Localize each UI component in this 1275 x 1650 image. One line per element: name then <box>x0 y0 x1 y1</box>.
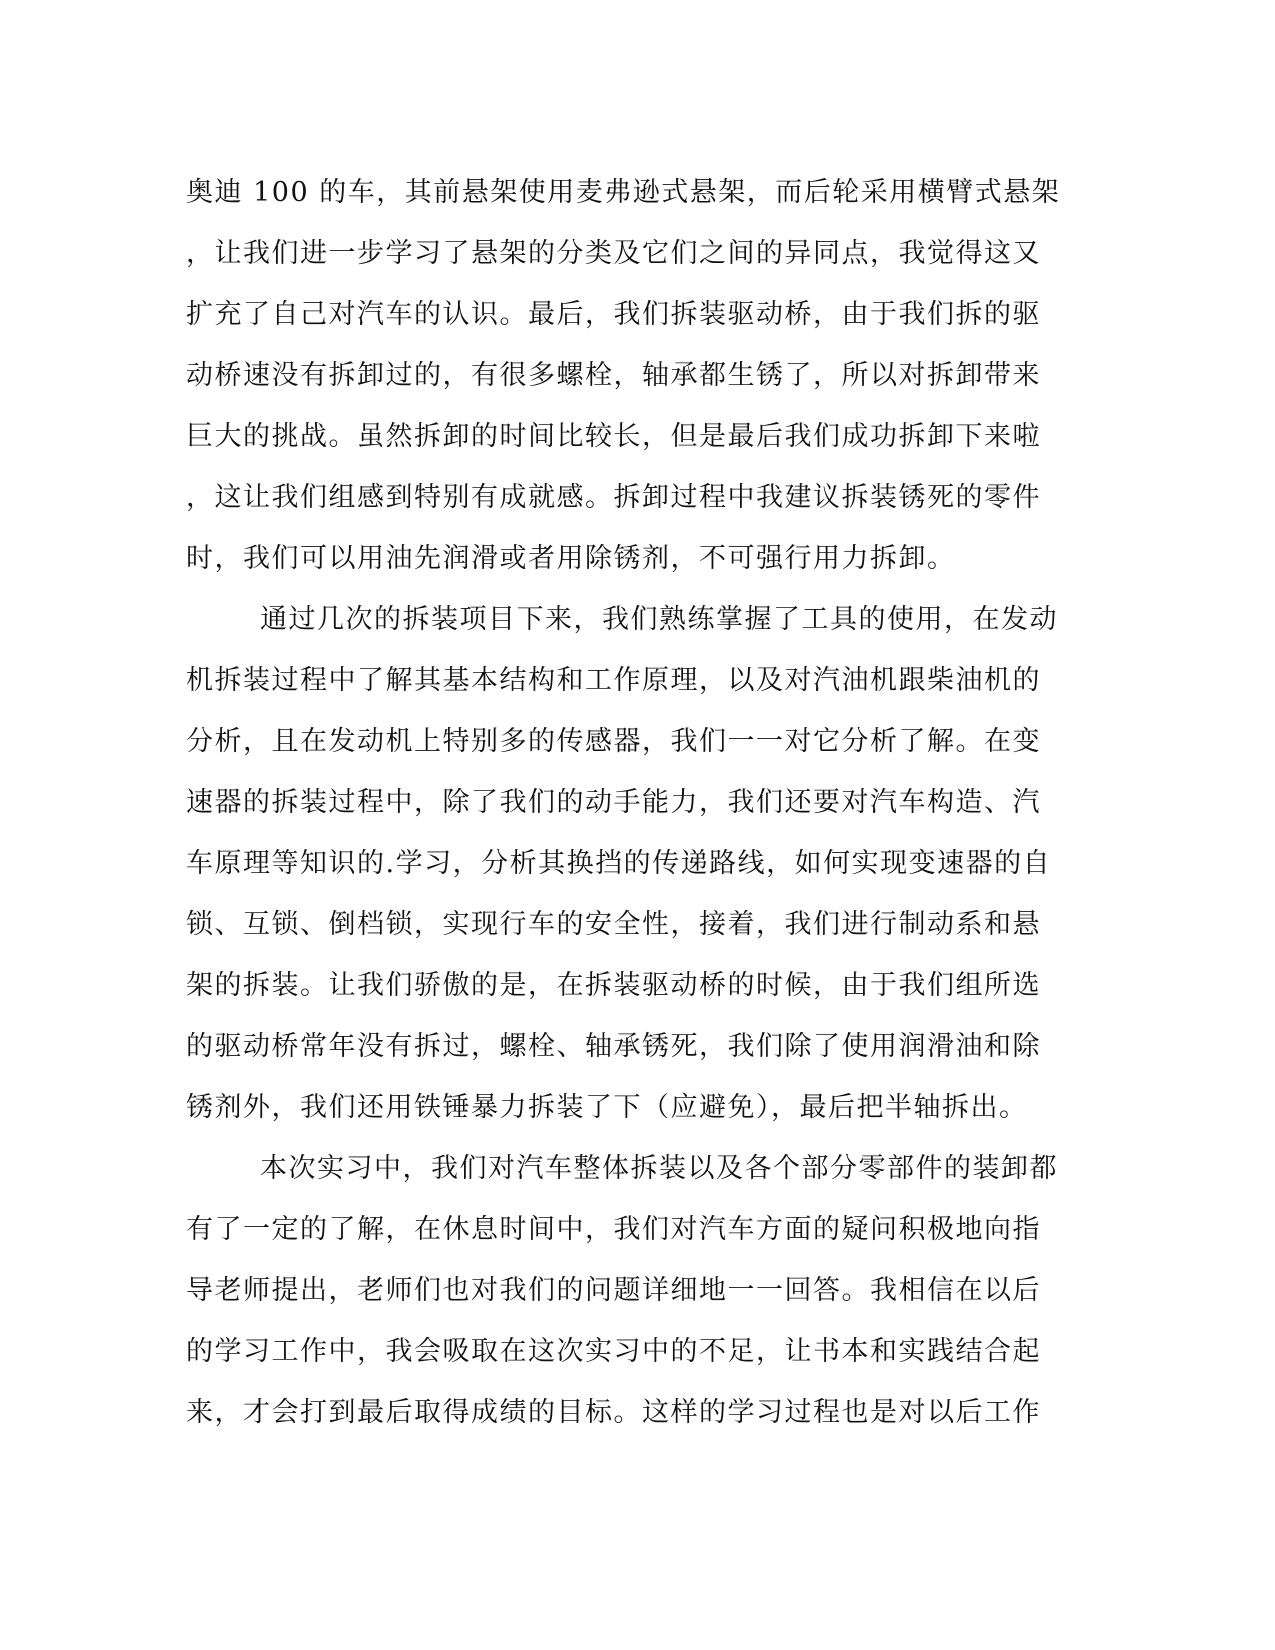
text-line: 导老师提出，老师们也对我们的问题详细地一一回答。我相信在以后 <box>186 1275 1041 1306</box>
text-line: 架的拆装。让我们骄傲的是，在拆装驱动桥的时候，由于我们组所选 <box>186 970 1041 1001</box>
text-line: 有了一定的了解，在休息时间中，我们对汽车方面的疑问积极地向指 <box>186 1214 1041 1245</box>
text-line: 时，我们可以用油先润滑或者用除锈剂，不可强行用力拆卸。 <box>186 543 956 574</box>
text-line: 速器的拆装过程中，除了我们的动手能力，我们还要对汽车构造、汽 <box>186 787 1041 818</box>
text-line: 锁、互锁、倒档锁，实现行车的安全性，接着，我们进行制动系和悬 <box>186 909 1041 940</box>
text-line: 奥迪 100 的车，其前悬架使用麦弗逊式悬架，而后轮采用横臂式悬架 <box>186 177 1061 208</box>
text-line: ，让我们进一步学习了悬架的分类及它们之间的异同点，我觉得这又 <box>186 238 1041 269</box>
text-line: 锈剂外，我们还用铁锤暴力拆装了下（应避免），最后把半轴拆出。 <box>186 1092 1028 1123</box>
text-line: 的驱动桥常年没有拆过，螺栓、轴承锈死，我们除了使用润滑油和除 <box>186 1031 1041 1062</box>
text-line: 来，才会打到最后取得成绩的目标。这样的学习过程也是对以后工作 <box>186 1397 1041 1428</box>
text-line: ，这让我们组感到特别有成就感。拆卸过程中我建议拆装锈死的零件 <box>186 482 1041 513</box>
text-line: 动桥速没有拆卸过的，有很多螺栓，轴承都生锈了，所以对拆卸带来 <box>186 360 1041 391</box>
text-line: 分析，且在发动机上特别多的传感器，我们一一对它分析了解。在变 <box>186 726 1041 757</box>
paragraph-start-line: 通过几次的拆装项目下来，我们熟练掌握了工具的使用，在发动 <box>260 604 1058 635</box>
text-line: 巨大的挑战。虽然拆卸的时间比较长，但是最后我们成功拆卸下来啦 <box>186 421 1041 452</box>
text-line: 扩充了自己对汽车的认识。最后，我们拆装驱动桥，由于我们拆的驱 <box>186 299 1041 330</box>
text-line: 机拆装过程中了解其基本结构和工作原理，以及对汽油机跟柴油机的 <box>186 665 1041 696</box>
text-line: 的学习工作中，我会吸取在这次实习中的不足，让书本和实践结合起 <box>186 1336 1041 1367</box>
body-text <box>186 162 1066 1443</box>
paragraph-start-line: 本次实习中，我们对汽车整体拆装以及各个部分零部件的装卸都 <box>260 1153 1058 1184</box>
text-line: 车原理等知识的.学习，分析其换挡的传递路线，如何实现变速器的自 <box>186 848 1052 879</box>
